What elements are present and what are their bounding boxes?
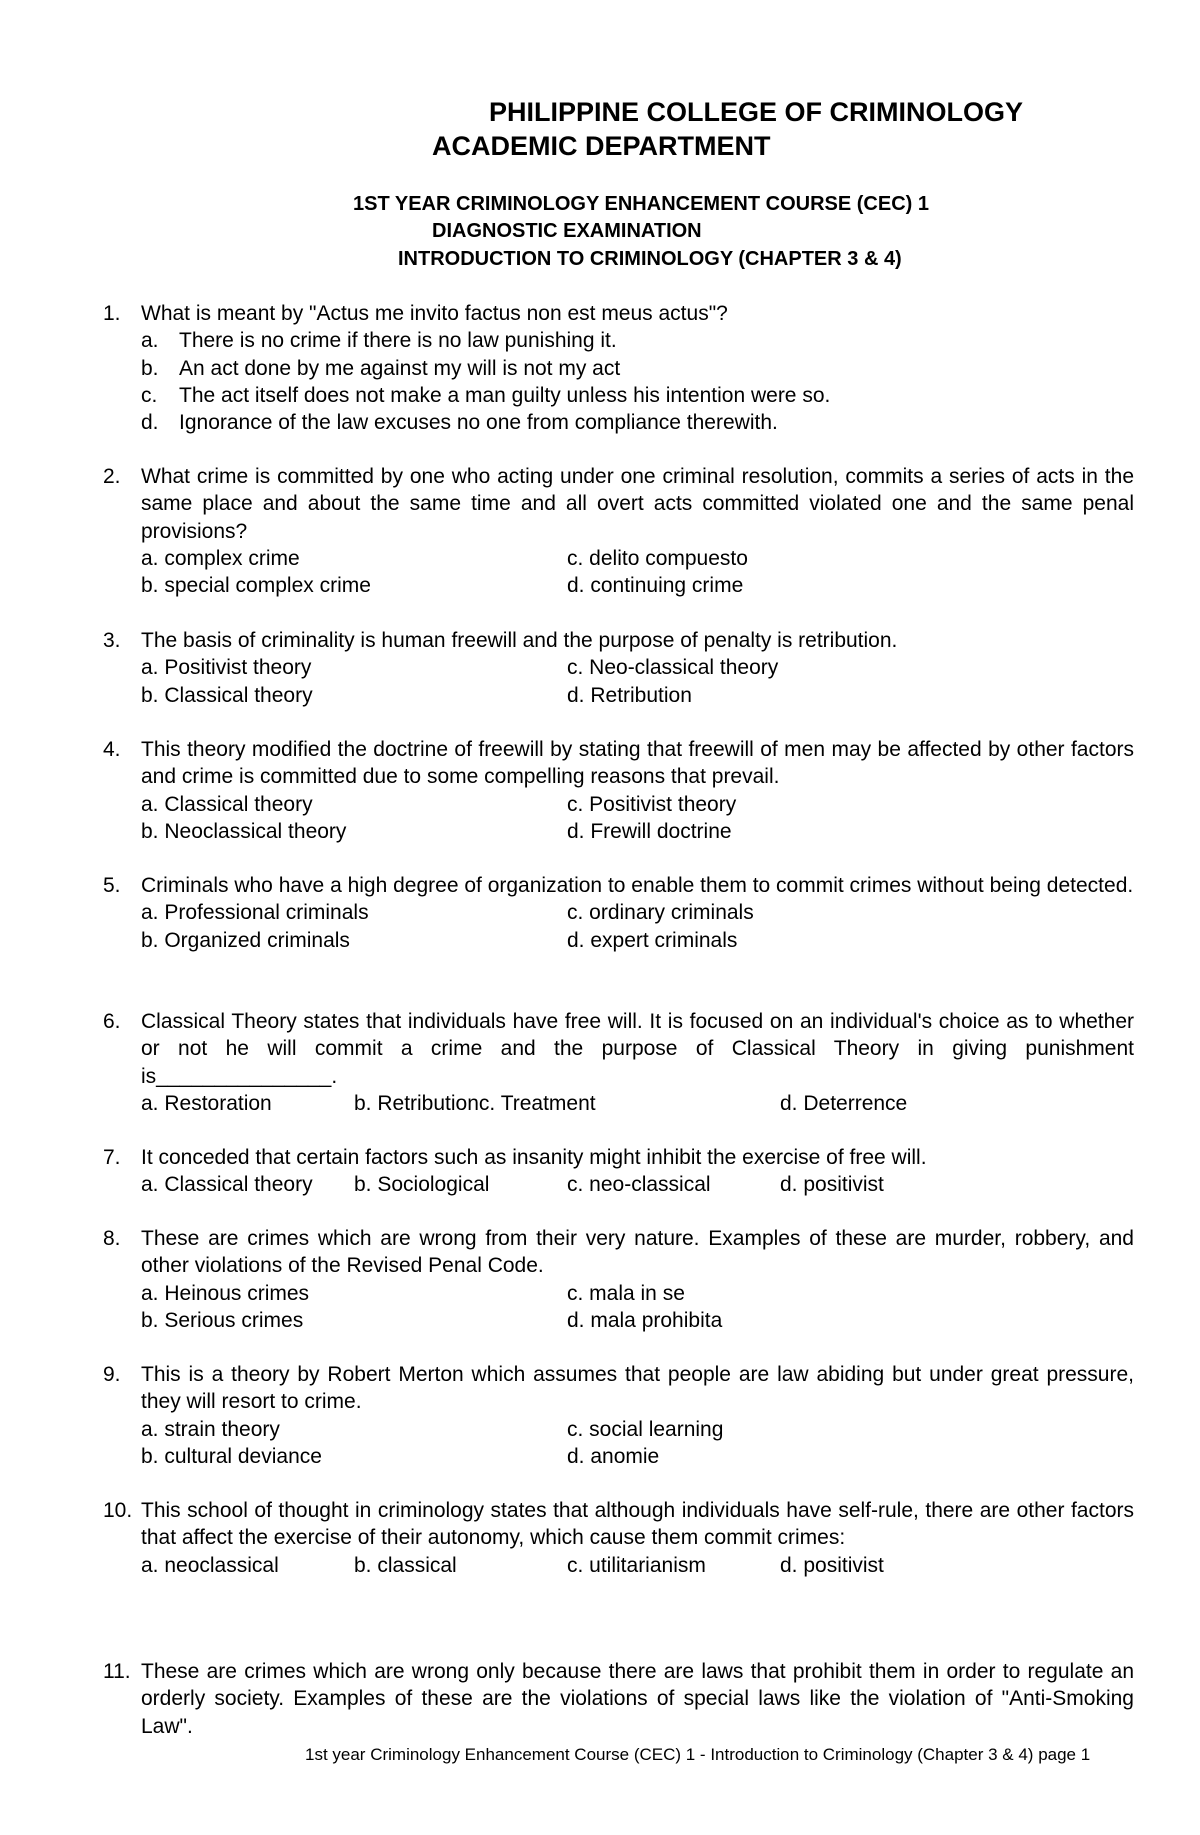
question-text: This school of thought in criminology states that although individuals have self-rule, there are other factors that affect the exercise of their autonomy, which cause them commit crimes:	[141, 1499, 1134, 1550]
question-number: 4.	[103, 738, 121, 761]
question-text: It conceded that certain factors such as insanity might inhibit the exercise of free will.	[141, 1146, 927, 1169]
question-text: This is a theory by Robert Merton which assumes that people are law abiding but under great pressure, they will resort to crime.	[141, 1363, 1134, 1414]
choice-text: The act itself does not make a man guilty unless his intention were so.	[179, 383, 831, 407]
question-text: Criminals who have a high degree of organization to enable them to commit crimes without being detected.	[141, 874, 1134, 897]
exam-title: DIAGNOSTIC EXAMINATION	[432, 220, 702, 242]
choice-c	[141, 382, 1134, 409]
choice-b	[141, 355, 1134, 382]
choice-a: a. Classical theory	[141, 792, 313, 816]
question-text: This theory modified the doctrine of freewill by stating that freewill of men may be affected by other factors and crime is committed due to some compelling reasons that prevail.	[141, 738, 1134, 789]
question-number: 6.	[103, 1010, 121, 1033]
choice-d: d. positivist	[780, 1553, 884, 1577]
question-10	[103, 1497, 1134, 1579]
question-number: 5.	[103, 874, 121, 897]
choice-d: d. Deterrence	[780, 1091, 908, 1115]
question-number: 1.	[103, 302, 121, 325]
question-6	[103, 1008, 1134, 1117]
question-text: Classical Theory states that individuals have free will. It is focused on an individual's choice as to whether or not he will commit a crime and the purpose of Classical Theory in giving punishment is_______________.	[141, 1010, 1134, 1088]
choice-a: a. Classical theory	[141, 1173, 313, 1197]
choice-b: b. special complex crime	[141, 574, 371, 598]
choice-spacer	[567, 1090, 780, 1117]
choice-b: b. Serious crimes	[141, 1308, 304, 1332]
question-1	[103, 300, 1134, 436]
question-number: 2.	[103, 465, 121, 488]
question-text: These are crimes which are wrong only because there are laws that prohibit them in order to regulate an orderly society. Examples of these are the violations of special laws like the violation of "Anti-Smoking Law".	[141, 1660, 1134, 1738]
answer-choices	[141, 1280, 1134, 1335]
choice-a: a. Professional criminals	[141, 901, 369, 925]
choice-d: d. anomie	[567, 1444, 660, 1468]
choice-c: c. Neo-classical theory	[567, 656, 779, 680]
choice-a: a. Restoration	[141, 1091, 272, 1115]
choice-a: a. Heinous crimes	[141, 1281, 310, 1305]
answer-choices	[141, 1416, 1134, 1471]
choice-b: b. classical	[354, 1553, 457, 1577]
answer-choices	[141, 1171, 1134, 1198]
question-4	[103, 736, 1134, 845]
choice-d: d. expert criminals	[567, 928, 738, 952]
choice-a: a. strain theory	[141, 1417, 280, 1441]
question-number: 8.	[103, 1227, 121, 1250]
question-3	[103, 627, 1134, 709]
question-number: 9.	[103, 1363, 121, 1386]
choice-c: c. Positivist theory	[567, 792, 737, 816]
choice-c: c. neo-classical	[567, 1173, 711, 1197]
choice-b: b. Classical theory	[141, 683, 313, 707]
choice-b: b. Organized criminals	[141, 928, 350, 952]
choice-c: c. utilitarianism	[567, 1553, 706, 1577]
question-number: 11.	[103, 1660, 131, 1683]
choice-c: c. delito compuesto	[567, 546, 748, 570]
choice-letter: a.	[141, 329, 159, 353]
college-name: PHILIPPINE COLLEGE OF CRIMINOLOGY	[489, 97, 1024, 127]
question-9	[103, 1361, 1134, 1470]
choice-b: b. cultural deviance	[141, 1444, 322, 1468]
question-number: 7.	[103, 1146, 121, 1169]
subject-title: INTRODUCTION TO CRIMINOLOGY (CHAPTER 3 & 4)	[398, 248, 902, 270]
page-footer: 1st year Criminology Enhancement Course (CEC) 1 - Introduction to Criminology (Chapter 3 & 4) page 1	[305, 1745, 1091, 1764]
choice-letter: d.	[141, 411, 159, 435]
choice-a: a. Positivist theory	[141, 656, 312, 680]
choice-a: a. neoclassical	[141, 1553, 279, 1577]
question-5	[103, 872, 1134, 954]
answer-choices	[141, 1552, 1134, 1579]
question-8	[103, 1225, 1134, 1334]
question-2	[103, 463, 1134, 599]
choice-d: d. positivist	[780, 1173, 884, 1197]
choice-c: c. mala in se	[567, 1281, 685, 1305]
answer-choices	[141, 327, 1134, 436]
choice-d: d. mala prohibita	[567, 1308, 723, 1332]
department-name: ACADEMIC DEPARTMENT	[432, 131, 771, 161]
answer-choices	[141, 791, 1134, 846]
question-number: 3.	[103, 629, 121, 652]
choice-b: b. Neoclassical theory	[141, 819, 347, 843]
choice-b: b. Sociological	[354, 1173, 490, 1197]
course-title: 1ST YEAR CRIMINOLOGY ENHANCEMENT COURSE (CEC) 1	[353, 193, 929, 215]
answer-choices	[141, 654, 1134, 709]
choice-a: a. complex crime	[141, 546, 300, 570]
choice-d: d. Frewill doctrine	[567, 819, 732, 843]
choice-text: There is no crime if there is no law punishing it.	[179, 329, 617, 353]
question-text: What is meant by "Actus me invito factus non est meus actus"?	[141, 302, 728, 325]
question-7	[103, 1144, 1134, 1199]
choice-c: c. social learning	[567, 1417, 724, 1441]
choice-d: d. continuing crime	[567, 574, 744, 598]
choice-letter: c.	[141, 383, 158, 407]
question-number: 10.	[103, 1499, 133, 1522]
choice-d	[141, 409, 1134, 436]
answer-choices	[141, 1090, 1134, 1117]
choice-d: d. Retribution	[567, 683, 692, 707]
choice-b-c: b. Retributionc. Treatment	[354, 1091, 596, 1115]
choice-c: c. ordinary criminals	[567, 901, 754, 925]
question-text: The basis of criminality is human freewill and the purpose of penalty is retribution.	[141, 629, 898, 652]
question-11	[103, 1658, 1134, 1740]
question-text: These are crimes which are wrong from their very nature. Examples of these are murder, robbery, and other violations of the Revised Penal Code.	[141, 1227, 1134, 1278]
question-text: What crime is committed by one who acting under one criminal resolution, commits a series of acts in the same place and about the same time and all overt acts committed violated one and the same penal provisions?	[141, 465, 1134, 543]
answer-choices	[141, 899, 1134, 954]
answer-choices	[141, 545, 1134, 600]
choice-a	[141, 327, 1134, 354]
choice-text: Ignorance of the law excuses no one from compliance therewith.	[179, 411, 778, 435]
choice-letter: b.	[141, 356, 159, 380]
choice-text: An act done by me against my will is not my act	[179, 356, 621, 380]
